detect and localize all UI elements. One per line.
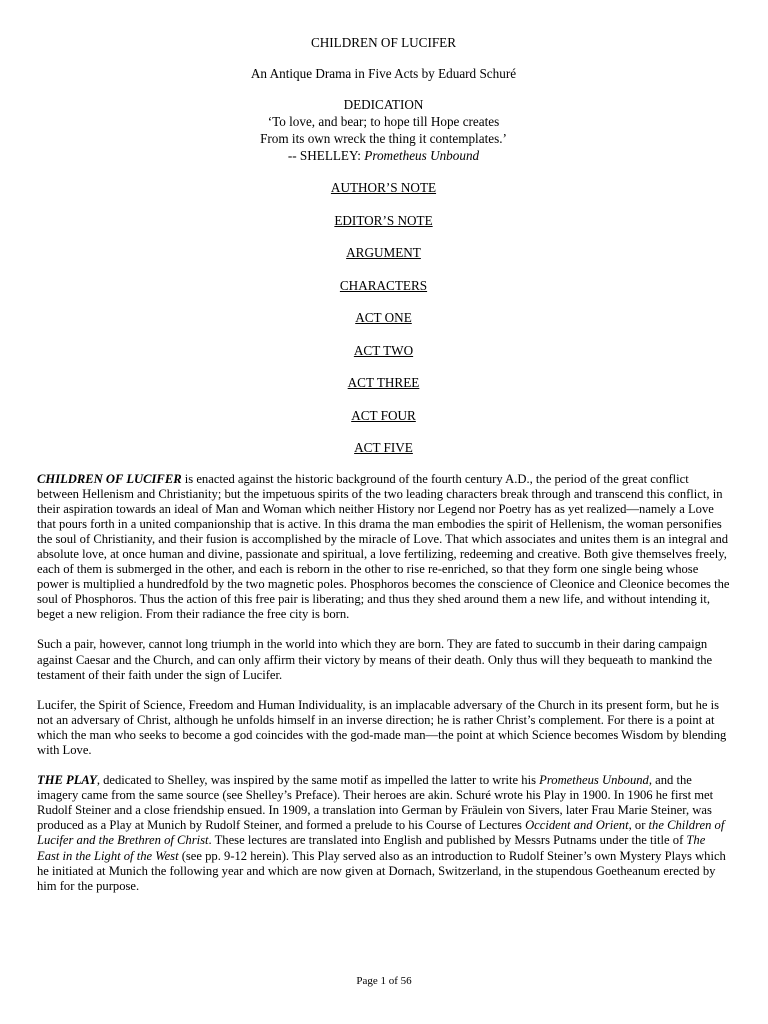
toc-link-argument[interactable]: ARGUMENT <box>346 245 421 260</box>
toc-link-act-two[interactable]: ACT TWO <box>353 342 414 358</box>
toc-link-authors-note[interactable]: AUTHOR’S NOTE <box>330 180 437 195</box>
document-title: CHILDREN OF LUCIFER <box>310 35 457 50</box>
dedication-attribution <box>37 147 730 164</box>
paragraph-3: Lucifer, the Spirit of Science, Freedom and Human Individuality, is an implacable adversary of the Church in its present form, but he is not an adversary of Christ, although he unfolds himself in an inverse direction; he is rather Christ’s complement. For there is a point at which the man who seeks to become a god coincides with the god-made man—the point at which Science becomes Wisdom by blending with Love. <box>37 697 727 757</box>
dedication-line-1: ‘To love, and bear; to hope till Hope creates <box>267 114 500 129</box>
paragraph-2: Such a pair, however, cannot long triumph in the world into which they are born. They are fated to succumb in their daring campaign against Caesar and the Church, and can only affirm their victory by means of their death. Only thus will they bequeath to mankind the testament of their faith under the sign of Lucifer. <box>37 637 713 682</box>
toc-link-act-four[interactable]: ACT FOUR <box>351 407 416 423</box>
document-page <box>37 30 730 909</box>
paragraph-4-text-c: , or <box>628 818 649 833</box>
toc-link-act-one[interactable]: ACT ONE <box>355 310 412 325</box>
dedication-block <box>37 96 730 164</box>
paragraph-4-text-e: (see pp. 9-12 herein). This Play served also as an introduction to Rudolf Steiner’s own Mystery Plays which he initiated at Munich the following year and which are now given at Dornach, Switzerland, in the stupendous Goetheanum erected by him for the purpose. <box>37 848 726 893</box>
toc-link-act-five[interactable]: ACT FIVE <box>354 440 413 455</box>
document-subtitle: An Antique Drama in Five Acts by Eduard Schuré <box>250 66 517 81</box>
paragraph-1-text: is enacted against the historic background of the fourth century A.D., the period of the great conflict between Hellenism and Christianity; but the impetuous spirits of the two leading characters break through and transcend this conflict, in their aspiration towards an ideal of Man and Woman which neither History nor Legend nor Poetry has as yet realized—namely a Love that pours forth in a united companionship that is active. In this drama the man embodies the spirit of Hellenism, the woman personifies the soul of Christianity, and their fusion is accomplished by the miracle of Love. That which associates and unites them is an integral and absolute love, at once human and divine, passionate and spiritual, a love fertilizing, redeeming and creative. Both give themselves freely, each of them is submerged in the other, and each is reborn in the other to rise re-enriched, so that they form one single being whose power is multiplied a hundredfold by the two magnetic poles. Phosphoros becomes the conscience of Cleonice and Cleonice becomes the soul of Phosphoros. Thus the action of this free pair is liberating; and thus they shed around them a new life, and without intending it, beget a new religion. From their radiance the free city is born. <box>37 471 730 622</box>
paragraph-4-lead: THE PLAY <box>37 773 97 788</box>
table-of-contents <box>37 179 730 456</box>
toc-link-characters[interactable]: CHARACTERS <box>339 277 428 293</box>
attribution-work: Prometheus Unbound <box>364 148 480 163</box>
paragraph-4-italic-2: Occident and Orient <box>525 818 629 833</box>
paragraph-4-italic-3: the Children of Lucifer and the Brethren of Christ <box>37 818 725 848</box>
paragraph-4-text-a: , dedicated to Shelley, was inspired by the same motif as impelled the latter to write his <box>96 773 540 788</box>
paragraph-4-italic-1: Prometheus Unbound <box>539 773 649 788</box>
toc-link-act-three[interactable]: ACT THREE <box>347 375 420 390</box>
paragraph-1-lead: CHILDREN OF LUCIFER <box>37 471 182 486</box>
paragraph-1 <box>37 472 730 623</box>
page-number: Page 1 of 56 <box>356 975 412 987</box>
toc-link-editors-note[interactable]: EDITOR’S NOTE <box>334 212 433 228</box>
dedication-heading: DEDICATION <box>343 97 424 112</box>
paragraph-4-italic-4: The East in the Light of the West <box>37 833 706 863</box>
paragraph-4 <box>37 773 730 894</box>
body-text <box>37 472 730 894</box>
paragraph-4-text-b: , and the imagery came from the same source (see Shelley’s Preface). Their heroes are akin. Schuré wrote his Play in 1900. In 1906 he first met Rudolf Steiner and a close friendship ensued. In 1909, a translation into German by Fräulein von Sivers, later Frau Marie Steiner, was produced as a Play at Munich by Rudolf Steiner, and formed a prelude to his Course of Lectures <box>37 773 714 833</box>
attribution-author: -- SHELLEY: <box>287 148 365 163</box>
dedication-line-2: From its own wreck the thing it contemplates.’ <box>260 131 507 146</box>
paragraph-4-text-d: . These lectures are translated into English and published by Messrs Putnams under the title of <box>208 833 687 848</box>
